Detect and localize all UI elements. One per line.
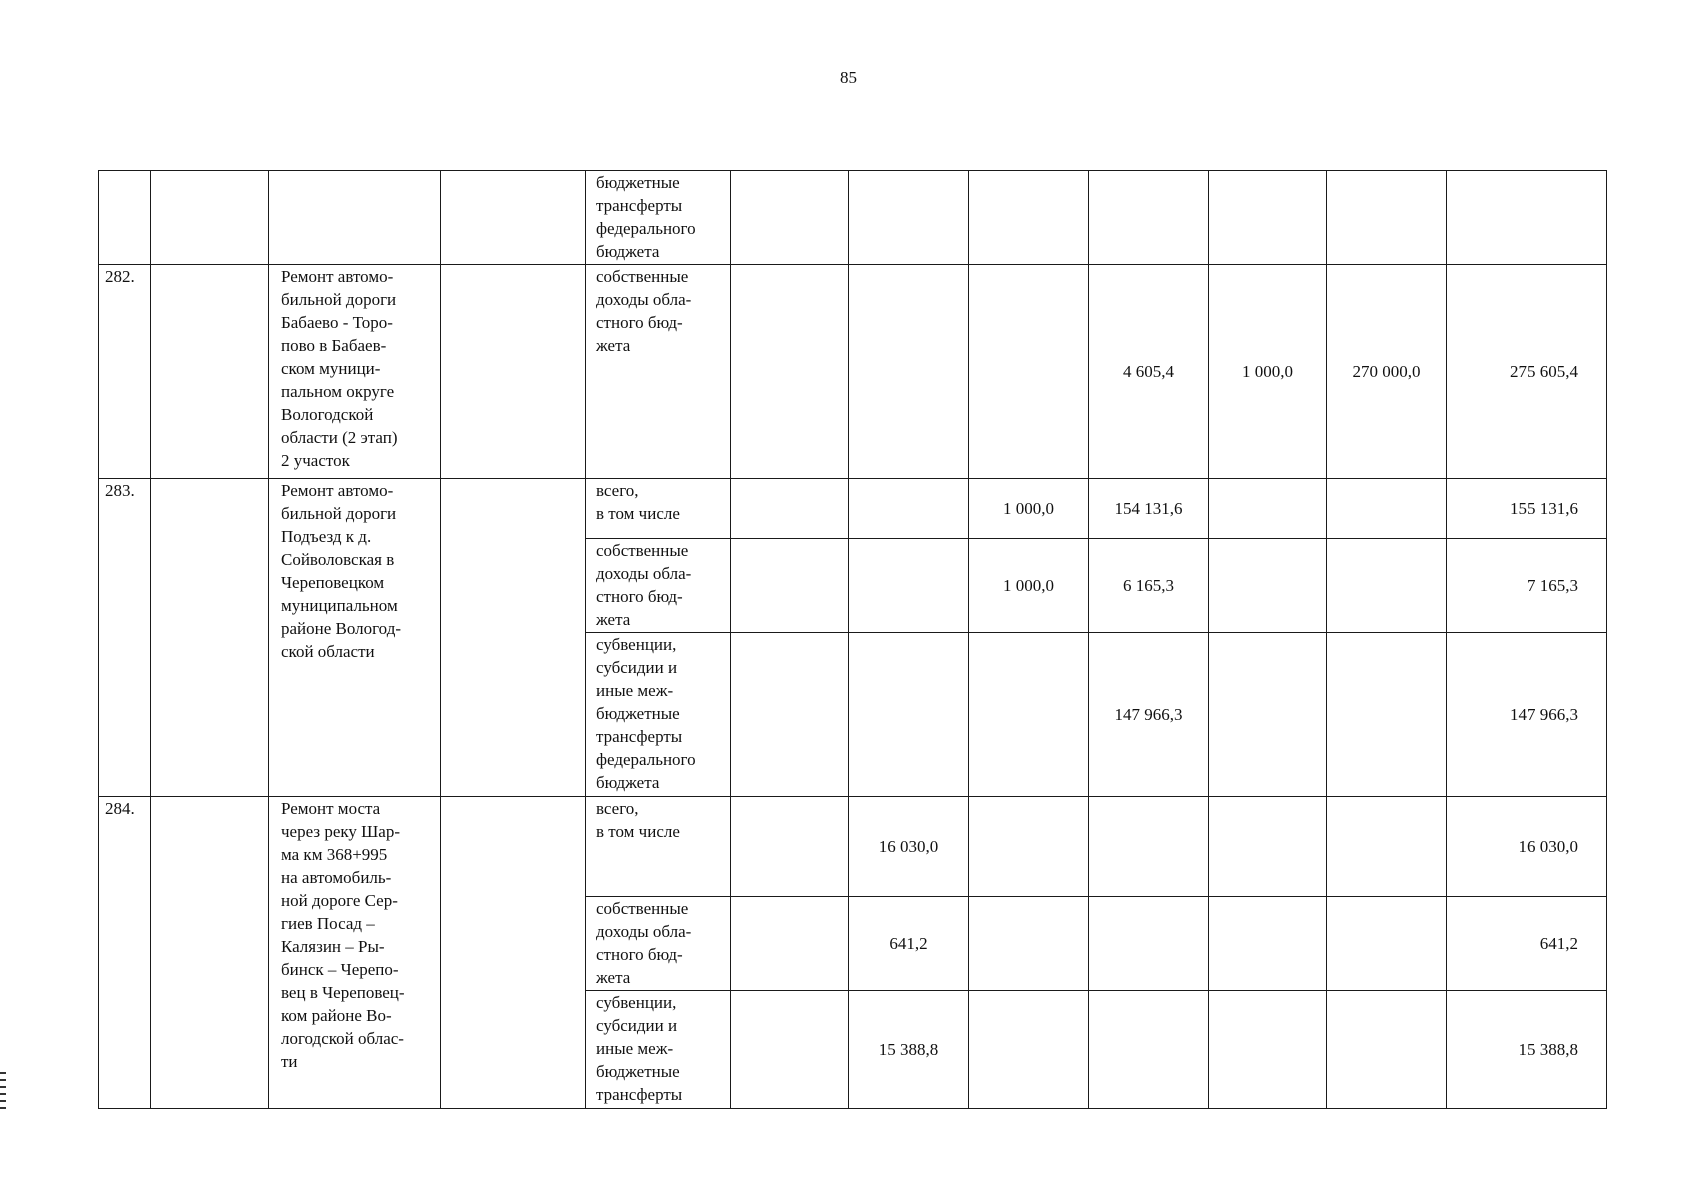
cell-empty xyxy=(849,633,969,797)
object-name-cell: Ремонт моста через реку Шар- ма км 368+995 на автомобиль- ной дороге Сер- гиев Посад – Калязин – Ры- бинск – Черепо- вец в Череповец- ком районе Во- логодской облас- ти xyxy=(269,797,441,1109)
cell-empty xyxy=(731,633,849,797)
amount-cell: 16 030,0 xyxy=(849,797,969,897)
cell-empty xyxy=(1447,171,1607,265)
cell-empty xyxy=(969,797,1089,897)
row-number: 283. xyxy=(99,479,151,797)
amount-cell: 270 000,0 xyxy=(1327,265,1447,479)
cell-empty xyxy=(731,539,849,633)
total-cell: 147 966,3 xyxy=(1447,633,1607,797)
cell-empty xyxy=(1327,171,1447,265)
amount-cell: 1 000,0 xyxy=(1209,265,1327,479)
cell-empty xyxy=(151,265,269,479)
cell-empty xyxy=(969,897,1089,991)
cell-empty xyxy=(441,265,586,479)
total-cell: 275 605,4 xyxy=(1447,265,1607,479)
funding-source-cell: собственные доходы обла- стного бюд- жета xyxy=(586,539,731,633)
cell-empty xyxy=(969,991,1089,1109)
cell-empty xyxy=(1327,991,1447,1109)
total-cell: 155 131,6 xyxy=(1447,479,1607,539)
cell-empty xyxy=(1089,797,1209,897)
table-row-284 xyxy=(99,797,1607,897)
funding-source-cell: всего, в том числе xyxy=(586,797,731,897)
table-row-283 xyxy=(99,479,1607,539)
cell-empty xyxy=(1327,633,1447,797)
amount-cell: 641,2 xyxy=(849,897,969,991)
cell-empty xyxy=(1209,991,1327,1109)
amount-cell: 4 605,4 xyxy=(1089,265,1209,479)
cell-empty xyxy=(1209,797,1327,897)
cell-empty xyxy=(151,171,269,265)
cell-empty xyxy=(269,171,441,265)
total-cell: 7 165,3 xyxy=(1447,539,1607,633)
cell-empty xyxy=(731,897,849,991)
funding-source-cell: бюджетные трансферты федерального бюджета xyxy=(586,171,731,265)
cell-empty xyxy=(1209,479,1327,539)
cell-empty xyxy=(849,171,969,265)
cell-empty xyxy=(1089,991,1209,1109)
total-cell: 15 388,8 xyxy=(1447,991,1607,1109)
object-name-cell: Ремонт автомо- бильной дороги Бабаево - Торо- пово в Бабаев- ском муници- пальном округе Вологодской области (2 этап) 2 участок xyxy=(269,265,441,479)
cell-empty xyxy=(441,797,586,1109)
cell-empty xyxy=(969,171,1089,265)
funding-source-cell: собственные доходы обла- стного бюд- жета xyxy=(586,897,731,991)
cell-empty xyxy=(849,479,969,539)
page-number: 85 xyxy=(840,68,857,87)
cell-empty xyxy=(1089,171,1209,265)
funding-source-cell: субвенции, субсидии и иные меж- бюджетные трансферты xyxy=(586,991,731,1109)
cell-empty xyxy=(731,991,849,1109)
amount-cell: 15 388,8 xyxy=(849,991,969,1109)
total-cell: 16 030,0 xyxy=(1447,797,1607,897)
cell-empty xyxy=(1209,897,1327,991)
cell-empty xyxy=(731,265,849,479)
object-name-cell: Ремонт автомо- бильной дороги Подъезд к д. Сойволовская в Череповецком муниципальном районе Вологод- ской области xyxy=(269,479,441,797)
cell-empty xyxy=(731,171,849,265)
cell-empty xyxy=(969,633,1089,797)
scan-edge-marks xyxy=(0,1072,6,1110)
cell-empty xyxy=(1327,539,1447,633)
row-number: 282. xyxy=(99,265,151,479)
cell-empty xyxy=(99,171,151,265)
cell-empty xyxy=(1209,539,1327,633)
cell-empty xyxy=(1089,897,1209,991)
funding-source-cell: собственные доходы обла- стного бюд- жета xyxy=(586,265,731,479)
cell-empty xyxy=(1209,633,1327,797)
budget-table xyxy=(98,170,1607,1109)
amount-cell: 154 131,6 xyxy=(1089,479,1209,539)
amount-cell: 147 966,3 xyxy=(1089,633,1209,797)
funding-source-cell: субвенции, субсидии и иные меж- бюджетные трансферты федерального бюджета xyxy=(586,633,731,797)
cell-empty xyxy=(849,265,969,479)
cell-empty xyxy=(151,797,269,1109)
cell-empty xyxy=(1327,897,1447,991)
cell-empty xyxy=(1209,171,1327,265)
cell-empty xyxy=(969,265,1089,479)
amount-cell: 1 000,0 xyxy=(969,539,1089,633)
cell-empty xyxy=(151,479,269,797)
amount-cell: 1 000,0 xyxy=(969,479,1089,539)
cell-empty xyxy=(441,171,586,265)
amount-cell: 6 165,3 xyxy=(1089,539,1209,633)
total-cell: 641,2 xyxy=(1447,897,1607,991)
table-row-continuation xyxy=(99,171,1607,265)
cell-empty xyxy=(731,479,849,539)
table-row-282 xyxy=(99,265,1607,479)
cell-empty xyxy=(1327,797,1447,897)
cell-empty xyxy=(1327,479,1447,539)
row-number: 284. xyxy=(99,797,151,1109)
cell-empty xyxy=(849,539,969,633)
cell-empty xyxy=(441,479,586,797)
cell-empty xyxy=(731,797,849,897)
funding-source-cell: всего, в том числе xyxy=(586,479,731,539)
